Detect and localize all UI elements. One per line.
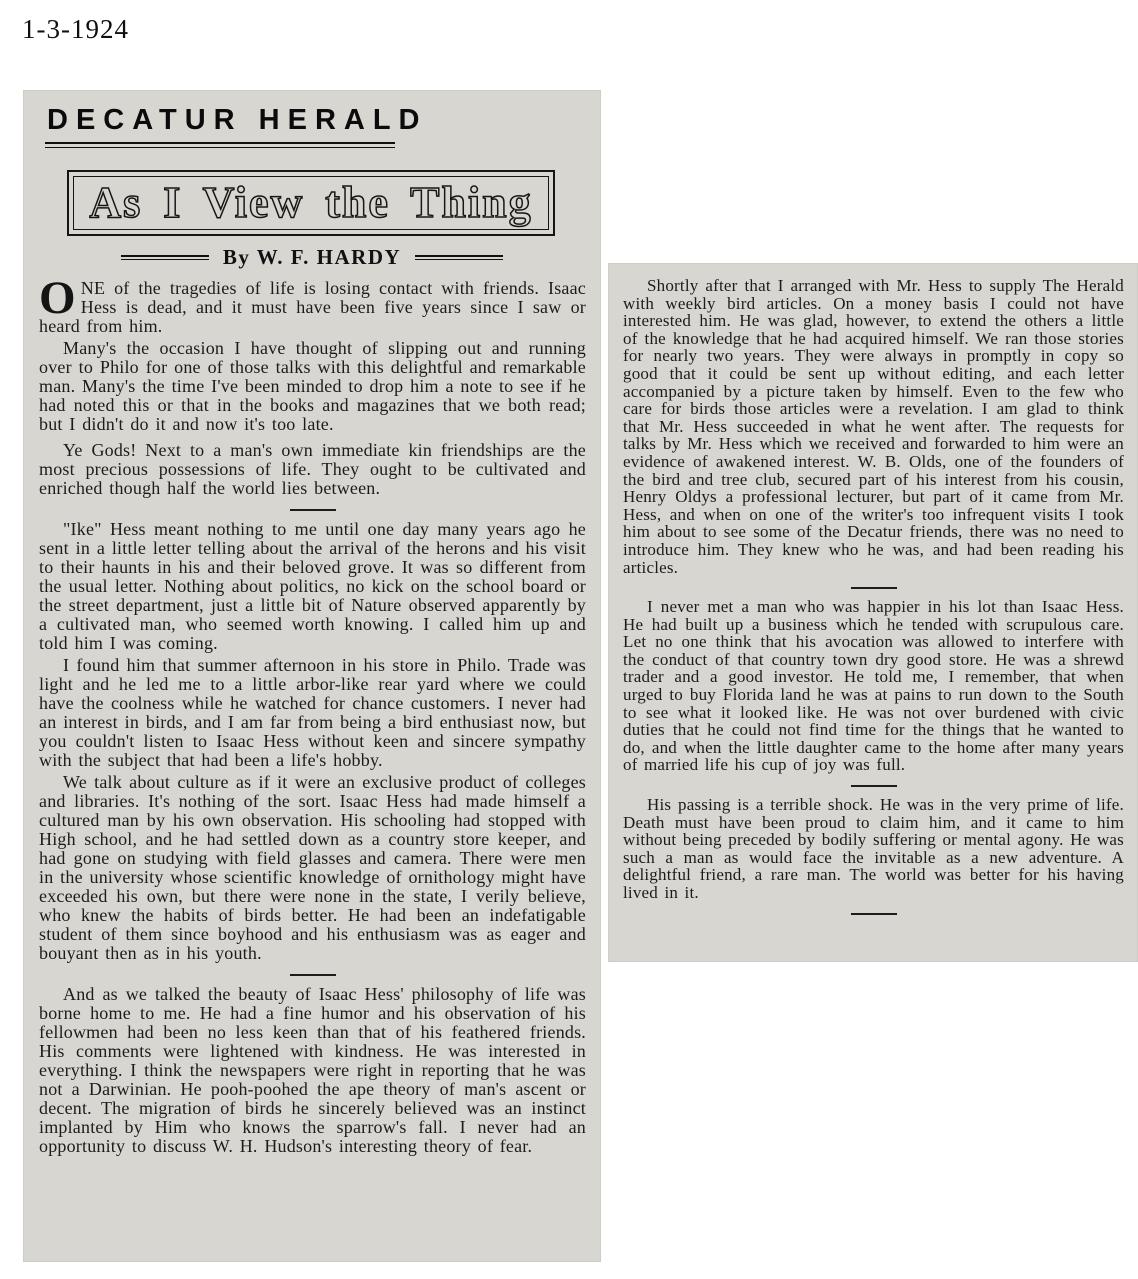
paragraph: Many's the occasion I have thought of slipping out and running over to Philo for one of those talks with this delightful and remarkable man. Many's the time I've been minded to drop him a note to see if he had noted this or that in the books and magazines that we both read; but I didn't do it and now it's too late. [39, 338, 586, 434]
paragraph: Shortly after that I arranged with Mr. Hess to supply The Herald with weekly bird articles. On a money basis I could not have interested him. He was glad, however, to extend the others a little of the knowledge that he had acquired himself. We ran those stories for nearly two years. They were always in promptly in copy so good that it could be sent up without editing, and each letter accompanied by a picture taken by himself. Even to the few who care for birds those articles were a revelation. I am glad to think that Mr. Hess succeeded in what he went after. The requests for talks by Mr. Hess which we received and forwarded to him were an evidence of awakened interest. W. B. Olds, one of the founders of the bird and tree club, secured part of his interest from his cousin, Henry Oldys a professional lecturer, but part of it came from Mr. Hess, and when on one of the writer's too infrequent visits I took him about to see some of the Decatur friends, there was no need to introduce him. They knew who he was, and had been reading his articles. [623, 276, 1124, 577]
headline-box-inner [73, 176, 549, 230]
masthead-rule [45, 142, 395, 148]
drop-cap: O [39, 272, 76, 324]
paragraph: I found him that summer afternoon in his store in Philo. Trade was light and he led me to a little arbor-like rear yard where we could have the coolness while he watched for chance customers. I never had an interest in birds, and I am far from being a bird enthusiast now, but you couldn't listen to Isaac Hess without keen and sincere sympathy with the subject that had been a life's hobby. [39, 655, 586, 770]
clipping-left [23, 90, 601, 1262]
lead-paragraph [39, 272, 586, 336]
byline-rule-right [415, 255, 503, 260]
paragraph: And as we talked the beauty of Isaac Hess' philosophy of life was borne home to me. He had a fine humor and his observation of his fellowmen had been no less keen than that of his feathered friends. His comments were lightened with kindness. He was interested in everything. I think the newspapers were right in reporting that he was not a Darwinian. He pooh-poohed the ape theory of man's ascent or decent. The migration of birds he sincerely believed was an instinct implanted by Him who knows the sparrow's fall. I never had an opportunity to discuss W. H. Hudson's interesting theory of fear. [39, 984, 586, 1156]
section-divider [851, 913, 897, 915]
masthead [23, 104, 601, 148]
masthead-title: DECATUR HERALD [47, 104, 428, 136]
byline [23, 245, 601, 270]
paragraph: I never met a man who was happier in his lot than Isaac Hess. He had built up a business which he tended with scrupulous care. Let no one think that his avocation was allowed to interfere with the conduct of that country town dry good store. He was a shrewd trader and a good investor. He told me, I remember, that when urged to buy Florida land he was at pains to run down to the South to see what it looked like. He was not over burdened with civic duties that he could not find time for the things that he wanted to do, and when the little daughter came to the home after many years of married life his cup of joy was full. [623, 597, 1124, 775]
date-annotation: 1-3-1924 [22, 14, 129, 44]
section-divider [851, 785, 897, 787]
paragraph: "Ike" Hess meant nothing to me until one day many years ago he sent in a little letter telling about the arrival of the herons and his visit to their haunts in his and their beloved grove. It was so different from the usual letter. Nothing about politics, no kick on the school board or the street department, just a little bit of Nature observed apparently by a cultivated man, who seemed worth knowing. I called him up and told him I was coming. [39, 519, 586, 653]
paragraph: We talk about culture as if it were an exclusive product of colleges and libraries. It's nothing of the sort. Isaac Hess had made himself a cultured man by his own observation. His schooling had stopped with High school, and he had settled down as a country store keeper, and had gone on studying with field glasses and camera. There were men in the university whose scientific knowledge of ornithology might have exceeded his own, but there were none in the state, I verily believe, who knew the habits of birds better. He had been an indefatigable student of them since boyhood and his enthusiasm was as eager and bouyant then as in his youth. [39, 772, 586, 963]
headline: As I View the Thing [89, 178, 533, 227]
byline-rule-left [121, 255, 209, 260]
headline-box [67, 170, 555, 236]
paragraph: Ye Gods! Next to a man's own immediate kin friendships are the most precious possessions of life. They ought to be cultivated and enriched though half the world lies between. [39, 440, 586, 498]
clipping-right [608, 263, 1138, 962]
byline-text: By W. F. HARDY [222, 245, 402, 269]
paragraph: His passing is a terrible shock. He was in the very prime of life. Death must have been proud to claim him, and it came to him without being preceded by bodily suffering or mental agony. He was such a man as would face the invitable as a new adventure. A delightful friend, a rare man. The world was better for his having lived in it. [623, 795, 1124, 902]
section-divider [851, 587, 897, 589]
lead-paragraph-text: NE of the tragedies of life is losing contact with friends. Isaac Hess is dead, and it must have been five years since I saw or heard from him. [39, 278, 586, 336]
article-right-column [608, 271, 1138, 915]
article-left-column [23, 272, 601, 1156]
section-divider [290, 509, 336, 511]
section-divider [290, 974, 336, 976]
